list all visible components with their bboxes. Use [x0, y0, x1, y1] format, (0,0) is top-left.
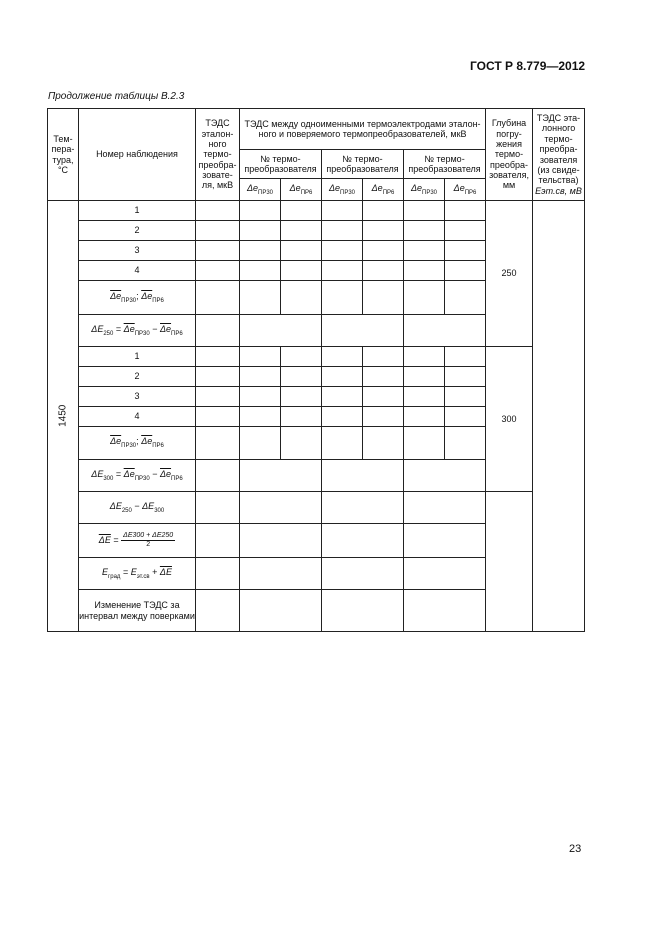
subheader-converter-no: № термо-преобразователя: [404, 150, 486, 179]
col-header-tedc-reference: ТЭДС эталон-ного термо-преобра-зовате-ля, мкВ: [196, 109, 240, 201]
observation-number: 2: [79, 221, 196, 241]
table-caption: Продолжение таблицы В.2.3: [48, 91, 185, 102]
observation-number: 4: [79, 407, 196, 427]
formula-mean-deltas: $\overline{\Delta e}_{ПР30}$; $\overline{\Delta e}_{ПР6}$: [79, 281, 196, 315]
col-header-observation: Номер наблюдения: [79, 109, 196, 201]
subheader-delta-pr6: $\Delta e_{ПР6}$: [281, 179, 322, 201]
subheader-delta-pr6: $\Delta e_{ПР6}$: [363, 179, 404, 201]
col-header-temperature: Тем-пера-тура, °С: [48, 109, 79, 201]
col-header-depth: Глубина погру-жения термо-преобра-зователя, мм: [486, 109, 533, 201]
col-header-tedc-between: ТЭДС между одноименными термоэлектродами эталон-ного и поверяемого термопреобразователей, мкВ: [240, 109, 486, 150]
subheader-delta-pr6: $\Delta e_{ПР6}$: [445, 179, 486, 201]
subheader-delta-pr30: $\Delta e_{ПР30}$: [404, 179, 445, 201]
formula-delta-e-250: $\Delta E_{250} = \overline{\Delta e}_{ПР30} - \overline{\Delta e}_{ПР6}$: [79, 315, 196, 347]
col-header-tedc-certificate: ТЭДС эта-лонного термо-преобра-зователя (из свиде-тельства) Eэт.св, мВ: [533, 109, 585, 201]
observation-number: 3: [79, 387, 196, 407]
observation-number: 1: [79, 201, 196, 221]
standard-number: ГОСТ Р 8.779—2012: [470, 59, 586, 73]
observation-number: 3: [79, 241, 196, 261]
depth-value: 300: [486, 347, 533, 492]
subheader-delta-pr30: $\Delta e_{ПР30}$: [322, 179, 363, 201]
depth-value: 250: [486, 201, 533, 347]
formula-e-grad: $E_{град} = E_{эт.св} + \overline{\Delta E}$: [79, 558, 196, 590]
subheader-converter-no: № термо-преобразователя: [240, 150, 322, 179]
observation-number: 1: [79, 347, 196, 367]
observation-number: 4: [79, 261, 196, 281]
subheader-converter-no: № термо-преобразователя: [322, 150, 404, 179]
formula-delta-e-300: $\Delta E_{300} = \overline{\Delta e}_{ПР30} - \overline{\Delta e}_{ПР6}$: [79, 460, 196, 492]
calibration-table: [47, 108, 585, 632]
formula-average-delta-e: $\overline{\Delta E}$ = $\frac{\Delta E300 + \Delta E250}{2}$: [79, 524, 196, 558]
observation-number: 2: [79, 367, 196, 387]
page-number: 23: [569, 843, 582, 855]
temperature-cell: 1450: [48, 201, 79, 632]
formula-mean-deltas: $\overline{\Delta e}_{ПР30}$; $\overline{\Delta e}_{ПР6}$: [79, 427, 196, 460]
subheader-delta-pr30: $\Delta e_{ПР30}$: [240, 179, 281, 201]
formula-delta-e-250-300: $\Delta E_{250} - \Delta E_{300}$: [79, 492, 196, 524]
change-tedc-label: Изменение ТЭДС за интервал между поверками: [79, 590, 196, 632]
